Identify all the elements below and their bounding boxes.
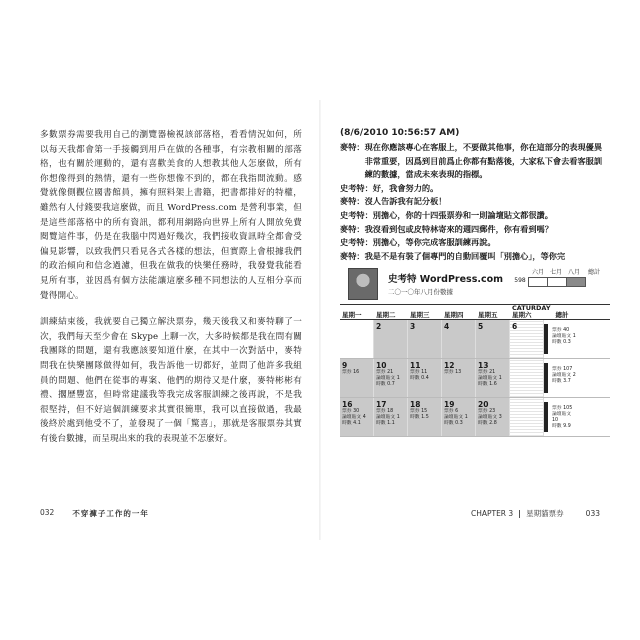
weekly-total (544, 359, 578, 397)
month-bar-july[interactable] (547, 277, 567, 287)
weekly-total-stat: 時數 9.9 (552, 424, 571, 429)
day-stat: 時數 1.5 (410, 415, 429, 420)
weekly-total-bar (544, 402, 548, 432)
calendar-day[interactable] (408, 320, 442, 358)
day-stat: 票券 13 (444, 370, 462, 375)
day-number: 17 (376, 400, 387, 409)
month-label-spacer (511, 268, 529, 277)
chat-message: 沒人告訴我有記分板！ (364, 196, 447, 207)
chat-line (340, 195, 610, 209)
weekday-header-row (340, 305, 610, 320)
weekly-total-stat: 論壇貼文 1 (552, 334, 576, 339)
day-number: 2 (376, 322, 382, 331)
user-avatar (348, 268, 378, 300)
day-number: 11 (410, 361, 421, 370)
chat-log (340, 141, 610, 263)
calendar-day[interactable] (374, 398, 408, 436)
day-number: 20 (478, 400, 489, 409)
calendar-week (340, 359, 610, 398)
calendar-weeks (340, 320, 610, 437)
day-number: 5 (478, 322, 484, 331)
calendar-subtitle: 二〇一〇年八月份數據 (388, 288, 453, 296)
chat-line (340, 250, 610, 264)
chat-speaker: 史考特： (340, 209, 373, 220)
folio-separator (519, 510, 520, 518)
calendar-week (340, 398, 610, 437)
chat-speaker: 麥特： (340, 250, 365, 261)
calendar-day[interactable] (340, 398, 374, 436)
chat-timestamp: (8/6/2010 10:56:57 AM) (340, 128, 460, 138)
calendar-week (340, 320, 610, 359)
chat-speaker: 麥特： (340, 196, 365, 207)
body-paragraph-1: 多數票券需要我用自己的瀏覽器檢視該部落格，看看情況如何，所以每天我都會第一手接觸到用戶在做的各種事，有宗教相關的部落格，也有關於運動的，還有喜歡美食的人想教其他人怎麼做，所有你想像得到的熱情，還有一些你想像不到的，都在我指間流動。感覺就像側觀位國書館員，擁有照料架上書籍，把書都排好的特權，雖然有人付錢要我這麼做，而且 WordPress.com 是營利事業，但是這些部落格中的所有資訊，都利用網路向世界上所有人開放免費閱覽這件事，仍是在我腦中閃過好幾次，我們接收資訊時全都會受偏見影響，以致我們只看見各式各樣的想法，但實際上會根據我們的政治傾向和信念過濾，但我在做我的快樂任務時，我發覺我能看見所有事，並因爲有個方法能讓這麼多種不同想法的人互相分享而覺得開心。 (40, 130, 302, 301)
chapter-label: CHAPTER 3 (470, 509, 514, 518)
day-stat: 時數 1.1 (376, 421, 395, 426)
chat-message: 我沒看到包或皮特林寄來的週四郵件，你有看到嗎？ (364, 223, 553, 234)
weekly-total-stat: 票券 40 (552, 328, 570, 333)
calendar-header (340, 268, 610, 302)
chat-line (340, 223, 610, 237)
day-stat: 票券 18 (376, 409, 394, 414)
calendar-day[interactable] (476, 398, 510, 436)
day-number: 16 (342, 400, 353, 409)
weekly-total-stat: 論壇貼文 2 (552, 373, 576, 378)
day-number: 10 (376, 361, 387, 370)
calendar-day[interactable] (374, 320, 408, 358)
month-bar-june[interactable] (528, 277, 548, 287)
day-stat: 論壇貼文 1 (478, 376, 502, 381)
month-bar-august[interactable] (566, 277, 586, 287)
day-number: 6 (512, 322, 518, 331)
weekday-tue: 星期二 (376, 311, 396, 319)
day-stat: 票券 21 (478, 370, 496, 375)
weekday-fri: 星期五 (478, 311, 498, 319)
day-number: 9 (342, 361, 348, 370)
weekly-total-stat: 時數 3.7 (552, 379, 571, 384)
calendar-day[interactable] (442, 320, 476, 358)
user-name: 史考特 WordPress.com (388, 274, 504, 285)
day-number: 19 (444, 400, 455, 409)
month-label-august: 八月 (567, 269, 580, 276)
calendar-day[interactable] (408, 359, 442, 397)
day-stat: 時數 1.6 (478, 382, 497, 387)
chat-speaker: 麥特： (340, 142, 365, 152)
chat-speaker: 麥特： (340, 223, 365, 234)
day-stat: 時數 2.8 (478, 421, 497, 426)
calendar-day[interactable] (510, 398, 544, 436)
day-stat: 票券 30 (342, 409, 360, 414)
weekday-mon: 星期一 (342, 311, 362, 319)
month-total-label: 總計 (587, 269, 600, 276)
month-label-july: 七月 (549, 269, 562, 276)
day-stat: 票券 23 (478, 409, 496, 414)
body-paragraph-2: 訓練結束後，我就要自己獨立解決票券，幾天後我又和麥特聊了一次，我們每天至少會在 Skype 上聊一次，大多時候都是我在問有關我團隊的問題，還有我應該要知道什麼，在其中一次對話中，麥特問我在快樂團隊做得如何，我告訴他一切都好，並問了他許多我組員的問題、他們在從事的專案、他們的期待又是什麼，麥特彬彬有禮、擱歷豐富，但時常建議我等我完成客服訓練之後再說，不是我很堅持，但不好這個訓練要求其實很簡單，我可以直接做過，我最後終於處到他受不了，並發現了一個「驚喜」，那就是客服票券其實有後台數據，而呈現出來的我的表現並不怎麼好。 (40, 317, 302, 444)
right-page-number: 033 (585, 509, 600, 518)
day-stat: 論壇貼文 1 (376, 376, 400, 381)
chat-speaker: 史考特： (340, 237, 373, 248)
right-page (340, 128, 610, 263)
month-total-value: 598 (514, 277, 526, 284)
calendar-grid (340, 304, 610, 437)
chat-message: 好，我會努力的。 (372, 182, 439, 193)
left-page-number: 032 (40, 508, 55, 517)
weekday-thu: 星期四 (444, 311, 464, 319)
calendar-day[interactable] (510, 320, 544, 358)
day-stat: 論壇貼文 3 (478, 415, 502, 420)
stats-calendar (340, 268, 610, 437)
calendar-day[interactable] (374, 359, 408, 397)
weekly-total (544, 320, 578, 358)
day-number: 18 (410, 400, 421, 409)
month-total-spacer (585, 277, 607, 285)
chat-line (340, 182, 610, 196)
chat-speaker: 史考特： (340, 182, 373, 193)
weekly-total-stat: 論壇貼文 10 (552, 412, 572, 423)
day-stat: 論壇貼文 1 (376, 415, 400, 420)
chapter-title: 星期貓票券 (526, 509, 564, 518)
weekly-total-stat: 票券 107 (552, 367, 573, 372)
day-stat: 時數 4.1 (342, 421, 361, 426)
left-folio (40, 508, 149, 519)
day-stat: 論壇貼文 1 (444, 415, 468, 420)
day-number: 13 (478, 361, 489, 370)
day-number: 4 (444, 322, 450, 331)
weekly-total-stat: 票券 105 (552, 406, 573, 411)
weekly-total-header: 總計 (555, 311, 569, 319)
chat-message: 我是不是有裝了個專門的自動回覆叫「別擔心」，等你完 (364, 250, 566, 261)
right-folio (471, 508, 600, 519)
calendar-day[interactable] (442, 398, 476, 436)
day-stat: 時數 0.4 (410, 376, 429, 381)
calendar-day[interactable] (340, 359, 374, 397)
calendar-day[interactable] (476, 359, 510, 397)
day-stat: 票券 16 (342, 370, 360, 375)
calendar-day[interactable] (442, 359, 476, 397)
day-stat: 票券 15 (410, 409, 428, 414)
calendar-day[interactable] (510, 359, 544, 397)
day-number: 12 (444, 361, 455, 370)
day-stat: 論壇貼文 4 (342, 415, 366, 420)
weekly-total-bar (544, 363, 548, 393)
calendar-day[interactable] (340, 320, 374, 358)
weekly-total (544, 398, 578, 436)
book-title: 不穿褲子工作的一年 (72, 509, 149, 518)
weekday-wed: 星期三 (410, 311, 430, 319)
day-stat: 時數 0.7 (376, 382, 395, 387)
day-number: 3 (410, 322, 416, 331)
day-stat: 時數 0.3 (444, 421, 463, 426)
left-page (40, 128, 302, 458)
day-stat: 票券 6 (444, 409, 459, 414)
calendar-day[interactable] (476, 320, 510, 358)
month-label-june: 六月 (531, 269, 544, 276)
weekly-total-stat: 時數 0.3 (552, 340, 571, 345)
book-gutter (319, 100, 321, 540)
month-selector (511, 268, 606, 287)
chat-line (340, 236, 610, 250)
chat-message: 現在你應該專心在客服上，不要做其他事，你在這部分的表現優異非常重要，因爲到目前爲止你都有點落後，大家私下會去看客服訓練的數據，當成未來表現的指標。 (364, 142, 603, 180)
chat-line (340, 209, 610, 223)
chat-message: 別擔心，你的十四張票券和一則論壇貼文都很讚。 (372, 209, 553, 220)
day-stat: 票券 21 (376, 370, 394, 375)
weekly-total-bar (544, 324, 548, 354)
chat-line (340, 141, 610, 182)
calendar-day[interactable] (408, 398, 442, 436)
calendar-title-block (388, 268, 503, 296)
weekday-sat: CATURDAY 星期六 (512, 304, 551, 319)
day-stat: 票券 11 (410, 370, 428, 375)
chat-message: 別擔心，等你完成客服訓練再說。 (372, 237, 496, 248)
